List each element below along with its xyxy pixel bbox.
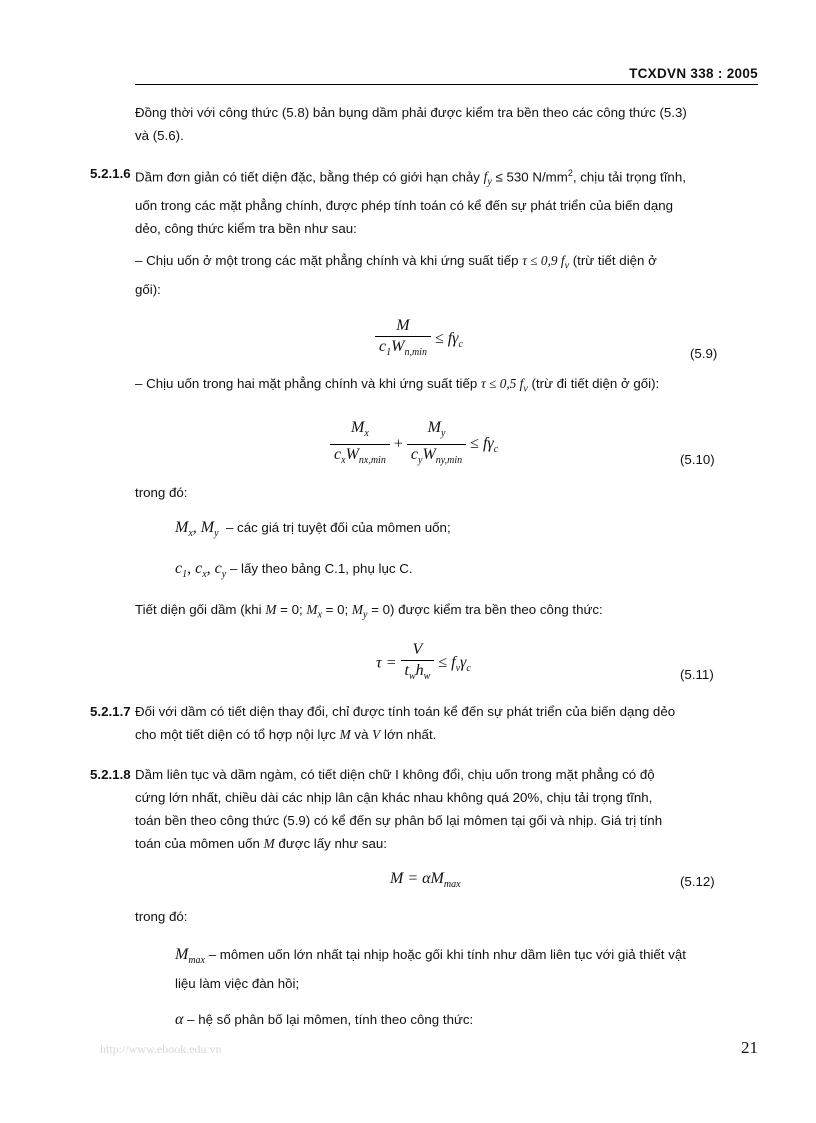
equation-5-11-number: (5.11) [680, 667, 714, 682]
where-label-2: trong đó: [135, 909, 188, 924]
header-rule [135, 84, 758, 85]
section-number-5218: 5.2.1.8 [90, 767, 131, 782]
section-number-5217: 5.2.1.7 [90, 704, 131, 719]
standard-code: TCXDVN 338 : 2005 [629, 66, 758, 81]
definition-alpha: α – hệ số phân bố lại mômen, tính theo công thức: [175, 1011, 474, 1028]
section-5218-text: Dầm liên tục và dầm ngàm, có tiết diện chữ I không đổi, chịu uốn trong mặt phẳng có độ cứng lớn nhất, chiều dài các nhịp lân cận khác nhau không quá 20%, chịu tải trọng tĩnh, toán bền theo công thức (5.9) có kể đến sự phân bố lại mômen tại gối và nhịp. Giá trị tính toán của mômen uốn M được lấy như sau: [135, 767, 663, 851]
section-5217-text: Đối với dầm có tiết diện thay đổi, chỉ được tính toán kể đến sự phát triển của biến dạng dẻo cho một tiết diện có tổ hợp nội lực M và V lớn nhất. [135, 704, 676, 742]
intro-paragraph: Đồng thời với công thức (5.8) bản bụng dầm phải được kiểm tra bền theo các công thức (5.3) và (5.6). [135, 105, 687, 143]
equation-5-9-number: (5.9) [690, 346, 718, 361]
support-section-text: Tiết diện gối dầm (khi M = 0; $M_x = 0$; $M_y = 0$) được kiểm tra bền theo công thức: [135, 602, 603, 621]
where-label-1: trong đó: [135, 485, 188, 500]
definition-mx-my: $M_x$, $M_y$ – các giá trị tuyệt đối của mômen uốn; [175, 519, 451, 540]
equation-5-12: $M = \alpha M_{max}$ [390, 870, 461, 891]
equation-5-10-number: (5.10) [680, 452, 715, 467]
footer-url: http://www.ebook.edu.vn [100, 1042, 222, 1056]
definition-c-coefficients: $c_1$, $c_x$, $c_y$ – lấy theo bảng C.1, phụ lục C. [175, 560, 413, 581]
case1-text: – Chịu uốn ở một trong các mặt phẳng chính và khi ứng suất tiếp τ ≤ 0,9 $f_v$ (trừ tiết diện ở gối): [135, 253, 657, 297]
case2-text: – Chịu uốn trong hai mặt phẳng chính và khi ứng suất tiếp τ ≤ 0,5 $f_v$ (trừ đi tiết diện ở gối): [135, 376, 660, 395]
page-number: 21 [741, 1038, 758, 1057]
definition-mmax: $M_{max}$ – mômen uốn lớn nhất tại nhịp hoặc gối khi tính như dầm liên tục với giả thiết vật liệu làm việc đàn hồi; [175, 946, 686, 992]
equation-5-9: $\frac{M}{c_1W_{n,min}}$ ≤ $f\gamma_c$ [375, 316, 463, 363]
equation-5-10: $\frac{M_x}{c_xW_{nx,min}}$ + $\frac{M_y}{c_yW_{ny,min}}$ ≤ $f\gamma_c$ [330, 418, 498, 471]
equation-5-12-number: (5.12) [680, 874, 715, 889]
equation-5-11: τ = $\frac{V}{t_wh_w}$ ≤ $f_v\gamma_c$ [376, 641, 471, 683]
section-5216-text: Dầm đơn giản có tiết diện đặc, bằng thép có giới hạn chảy $f_y \le 530$ $N/mm^2$, chịu tải trọng tĩnh, uốn trong các mặt phẳng chính, được phép tính toán có kể đến sự phát triển của biến dạng dẻo, công thức kiểm tra bền như sau: [135, 168, 686, 237]
section-number-5216: 5.2.1.6 [90, 166, 131, 181]
